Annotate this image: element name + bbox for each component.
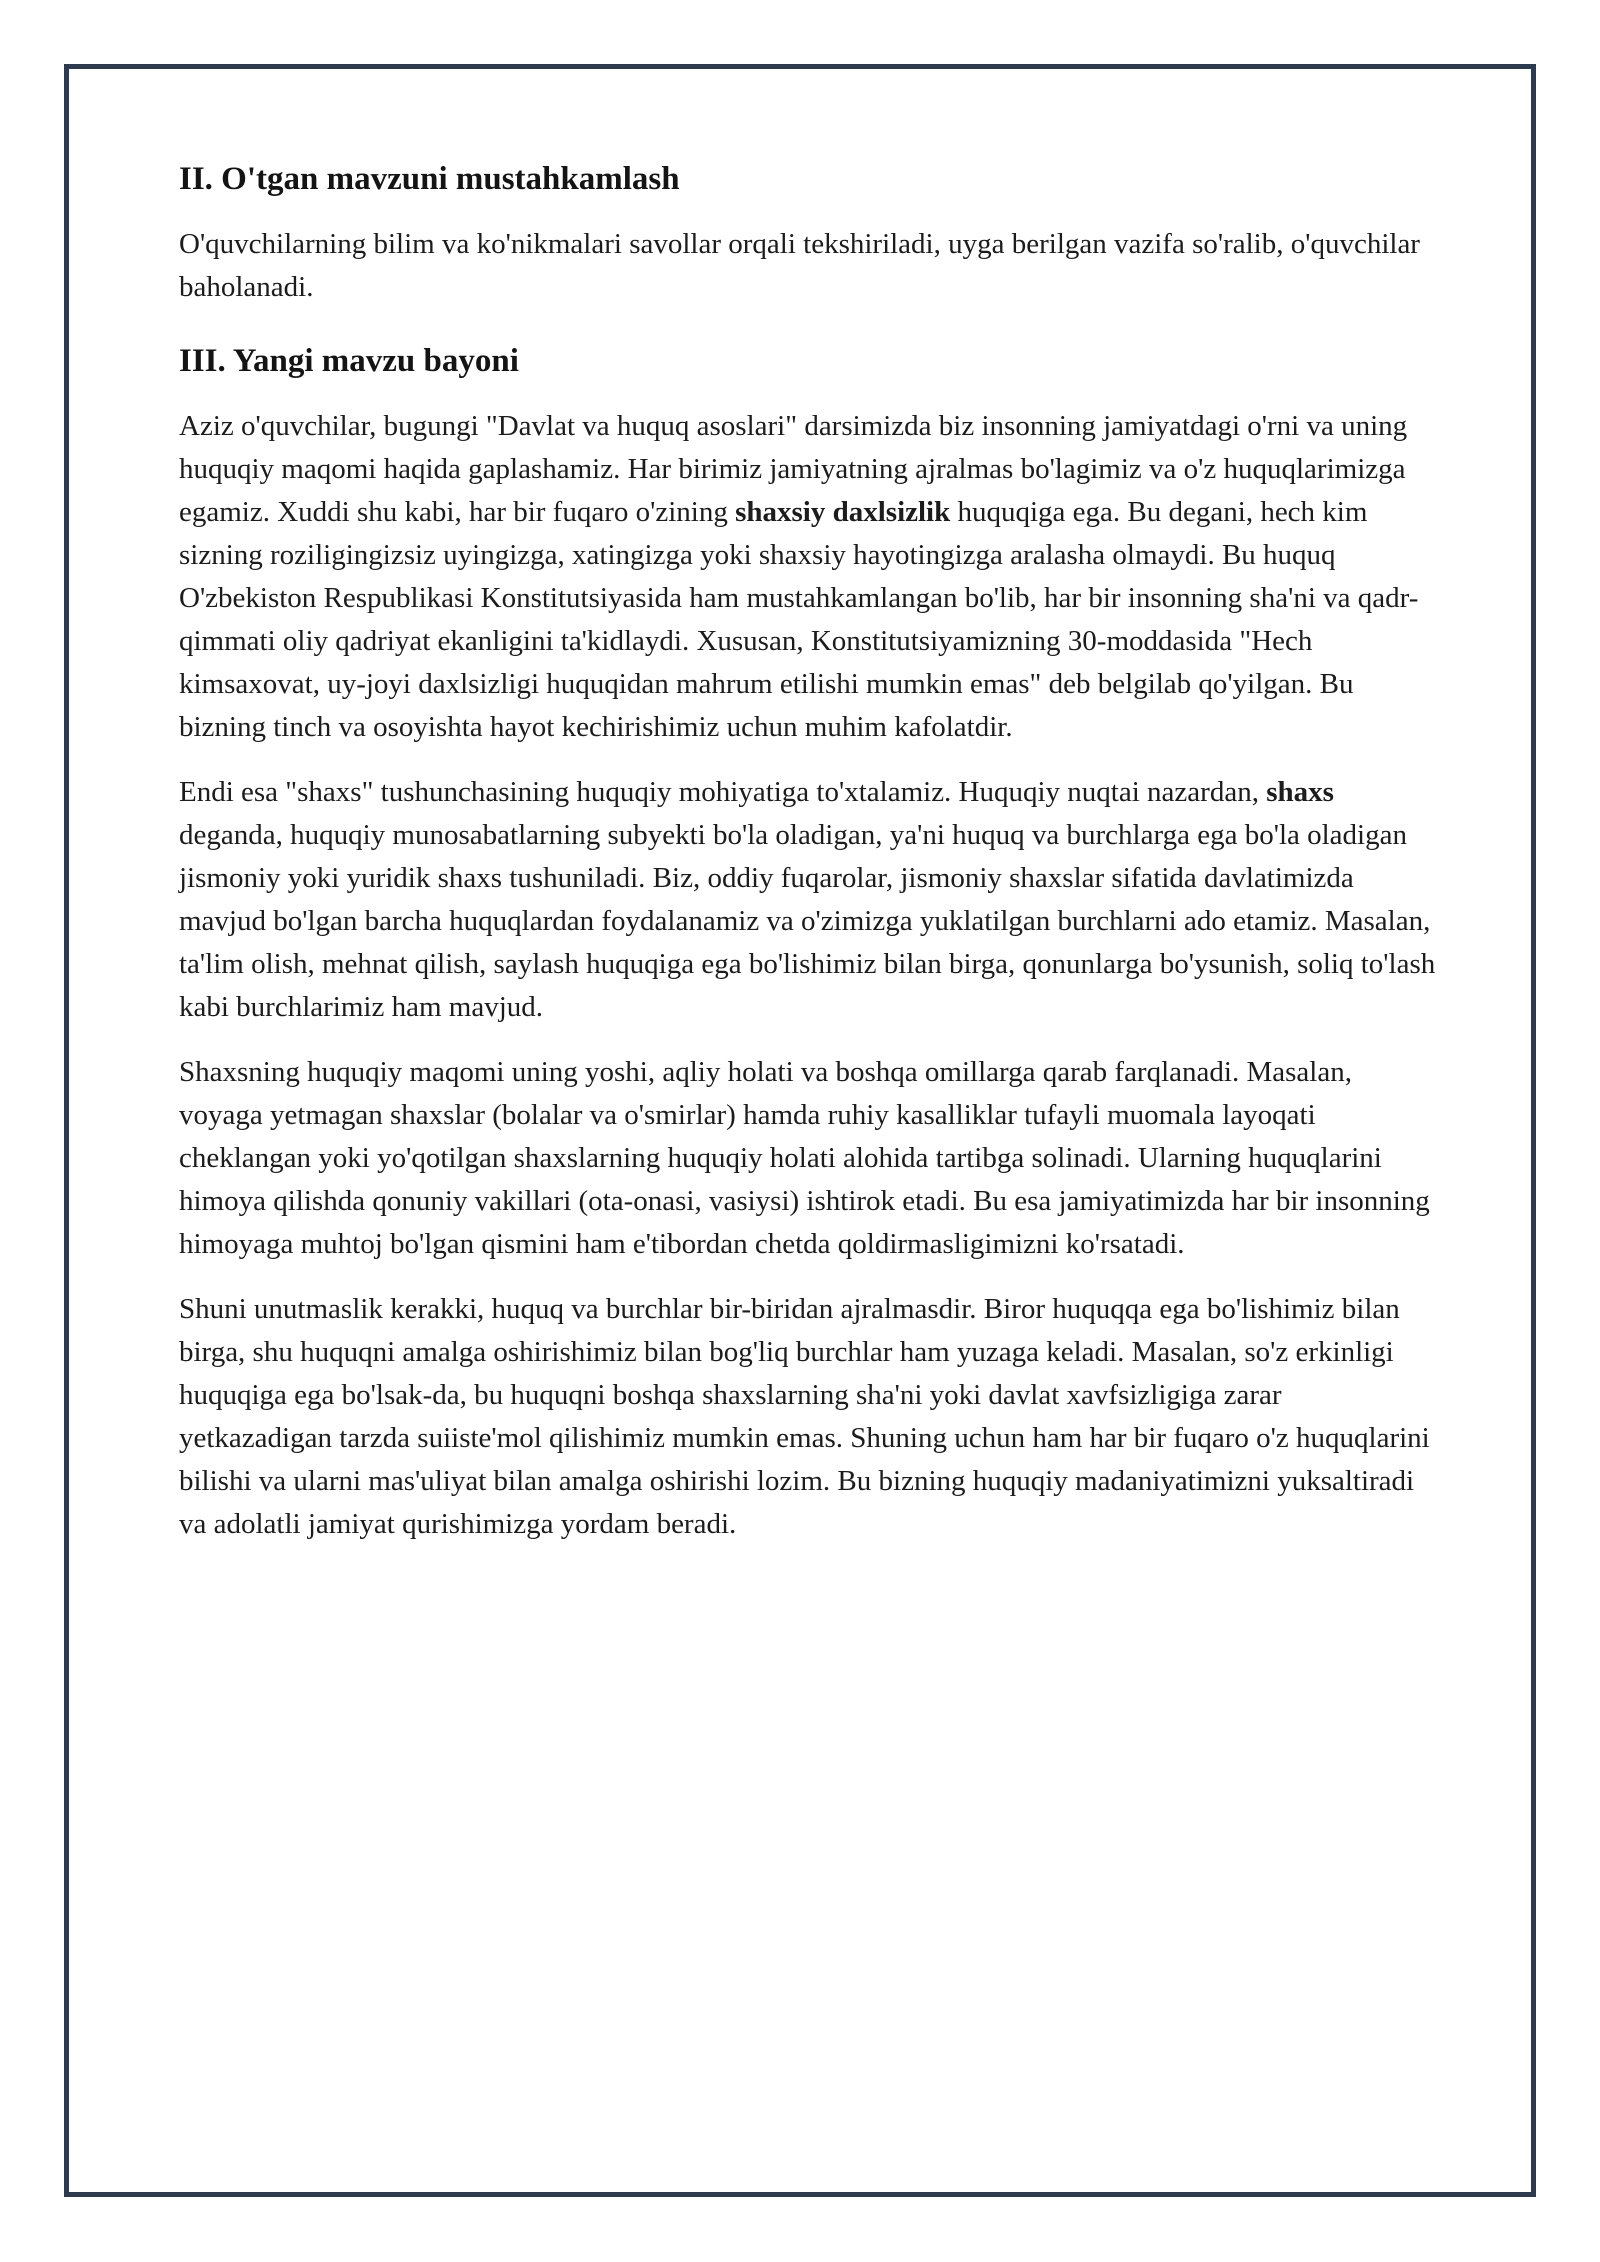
review-paragraph: O'quvchilarning bilim va ko'nikmalari savollar orqali tekshiriladi, uyga berilgan vazifa so'ralib, o'quvchilar baholanadi. bbox=[179, 228, 1420, 303]
new-topic-paragraph-3: Shaxsning huquqiy maqomi uning yoshi, aqliy holati va boshqa omillarga qarab farqlanadi. Masalan, voyaga yetmagan shaxslar (bolalar va o'smirlar) hamda ruhiy kasalliklar tufayli muomala layoqati cheklangan yoki yo'qotilgan shaxslarning huquqiy holati alohida tartibga solinadi. Ularning huquqlarini himoya qilishda qonuniy vakillari (ota-onasi, vasiysi) ishtirok etadi. Bu esa jamiyatimizda har bir insonning himoyaga muhtoj bo'lgan qismini ham e'tibordan chetda qoldirmasligimizni ko'rsatadi. bbox=[179, 1056, 1430, 1260]
bold-term-personal-inviolability: shaxsiy daxlsizlik bbox=[735, 496, 951, 528]
document-content bbox=[179, 157, 1441, 1568]
new-topic-paragraph-2 bbox=[179, 771, 1441, 1029]
paragraph-text: huquqiga ega. Bu degani, hech kim sizning roziligingizsiz uyingizga, xatingizga yoki shaxsiy hayotingizga aralasha olmaydi. Bu huquq O'zbekiston Respublikasi Konstitutsiyasida ham mustahkamlangan bo'lib, har bir insonning sha'ni va qadr-qimmati oliy qadriyat ekanligini ta'kidlaydi. Xususan, Konstitutsiyamizning 30-moddasida "Hech kimsaxovat, uy-joyi daxlsizligi huquqidan mahrum etilishi mumkin emas" deb belgilab qo'yilgan. Bu bizning tinch va osoyishta hayot kechirishimiz uchun muhim kafolatdir. bbox=[179, 496, 1419, 743]
paragraph-text: Aziz o'quvchilar, bugungi "Davlat va huquq asoslari" darsimizda biz insonning jamiyatdagi o'rni va uning huquqiy maqomi haqida gaplashamiz. Har birimiz jamiyatning ajralmas bo'lagimiz va o'z huquqlarimizga egamiz. Xuddi shu kabi, har bir fuqaro o'zining bbox=[179, 410, 1408, 528]
bold-term-person: shaxs bbox=[1266, 776, 1334, 808]
new-topic-paragraph-1 bbox=[179, 405, 1441, 749]
section-heading-new-topic: III. Yangi mavzu bayoni bbox=[179, 343, 519, 379]
page-frame bbox=[64, 64, 1536, 2197]
paragraph-text: deganda, huquqiy munosabatlarning subyekti bo'la oladigan, ya'ni huquq va burchlarga ega bo'la oladigan jismoniy yoki yuridik shaxs tushuniladi. Biz, oddiy fuqarolar, jismoniy shaxslar sifatida davlatimizda mavjud bo'lgan barcha huquqlardan foydalanamiz va o'zimizga yuklatilgan burchlarni ado etamiz. Masalan, ta'lim olish, mehnat qilish, saylash huquqiga ega bo'lishimiz bilan birga, qonunlarga bo'ysunish, soliq to'lash kabi burchlarimiz ham mavjud. bbox=[179, 819, 1436, 1023]
paragraph-text: Endi esa "shaxs" tushunchasining huquqiy mohiyatiga to'xtalamiz. Huquqiy nuqtai nazardan, bbox=[179, 776, 1267, 808]
section-heading-review: II. O'tgan mavzuni mustahkamlash bbox=[179, 161, 680, 197]
new-topic-paragraph-4: Shuni unutmaslik kerakki, huquq va burchlar bir-biridan ajralmasdir. Biror huquqqa ega bo'lishimiz bilan birga, shu huquqni amalga oshirishimiz bilan bog'liq burchlar ham yuzaga keladi. Masalan, so'z erkinligi huquqiga ega bo'lsak-da, bu huquqni boshqa shaxslarning sha'ni yoki davlat xavfsizligiga zarar yetkazadigan tarzda suiiste'mol qilishimiz mumkin emas. Shuning uchun ham har bir fuqaro o'z huquqlarini bilishi va ularni mas'uliyat bilan amalga oshirishi lozim. Bu bizning huquqiy madaniyatimizni yuksaltiradi va adolatli jamiyat qurishimizga yordam beradi. bbox=[179, 1293, 1430, 1540]
